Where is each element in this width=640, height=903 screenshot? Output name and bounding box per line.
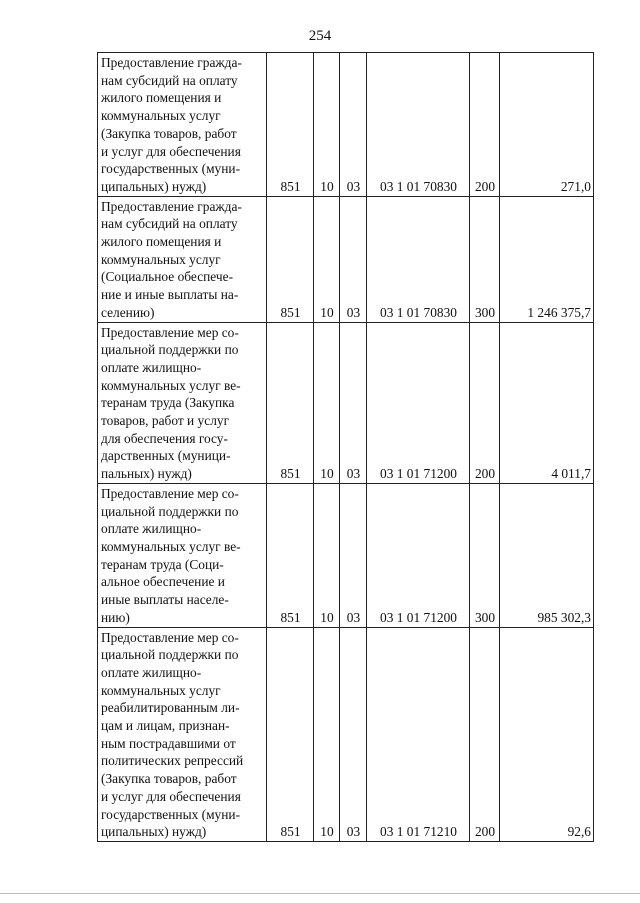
scan-bottom-edge bbox=[0, 893, 640, 894]
ministry-code-cell: 851 bbox=[267, 322, 314, 483]
amount-cell: 4 011,7 bbox=[500, 322, 594, 483]
expense-type-cell: 300 bbox=[470, 483, 500, 627]
section-code-cell: 10 bbox=[314, 483, 340, 627]
target-article-cell: 03 1 01 70830 bbox=[367, 196, 470, 322]
ministry-code-cell: 851 bbox=[267, 483, 314, 627]
amount-cell: 1 246 375,7 bbox=[500, 196, 594, 322]
target-article-cell: 03 1 01 71200 bbox=[367, 322, 470, 483]
amount-cell: 271,0 bbox=[500, 53, 594, 197]
expense-type-cell: 300 bbox=[470, 196, 500, 322]
target-article-cell: 03 1 01 70830 bbox=[367, 53, 470, 197]
expense-type-cell: 200 bbox=[470, 322, 500, 483]
subsection-code-cell: 03 bbox=[340, 53, 367, 197]
amount-cell: 92,6 bbox=[500, 627, 594, 841]
expense-name-cell: Предоставление гражда- нам субсидий на оплату жилого помещения и коммунальных услуг (Закупка товаров, работ и услуг для обеспечения государственных (муни- ципальных) нужд) bbox=[98, 53, 267, 197]
table-row bbox=[98, 627, 594, 841]
expense-name-cell: Предоставление гражда- нам субсидий на оплату жилого помещения и коммунальных услуг (Социальное обеспече- ние и иные выплаты на- селению) bbox=[98, 196, 267, 322]
target-article-cell: 03 1 01 71210 bbox=[367, 627, 470, 841]
subsection-code-cell: 03 bbox=[340, 322, 367, 483]
ministry-code-cell: 851 bbox=[267, 196, 314, 322]
expense-type-cell: 200 bbox=[470, 627, 500, 841]
section-code-cell: 10 bbox=[314, 53, 340, 197]
section-code-cell: 10 bbox=[314, 196, 340, 322]
budget-table bbox=[97, 52, 594, 842]
page-number: 254 bbox=[308, 28, 332, 44]
table-row bbox=[98, 322, 594, 483]
section-code-cell: 10 bbox=[314, 322, 340, 483]
expense-name-cell: Предоставление мер со- циальной поддержки по оплате жилищно- коммунальных услуг ве- теранам труда (Соци- альное обеспечение и иные выплаты населе- нию) bbox=[98, 483, 267, 627]
expense-name-cell: Предоставление мер со- циальной поддержки по оплате жилищно- коммунальных услуг ве- теранам труда (Закупка товаров, работ и услуг для обеспечения госу- дарственных (муници- пальных) нужд) bbox=[98, 322, 267, 483]
expense-name-cell: Предоставление мер со- циальной поддержки по оплате жилищно- коммунальных услуг реабилитированным ли- цам и лицам, признан- ным пострадавшими от политических репрессий (Закупка товаров, работ и услуг для обеспечения государственных (муни- ципальных) нужд) bbox=[98, 627, 267, 841]
table-row bbox=[98, 53, 594, 197]
expense-type-cell: 200 bbox=[470, 53, 500, 197]
ministry-code-cell: 851 bbox=[267, 627, 314, 841]
target-article-cell: 03 1 01 71200 bbox=[367, 483, 470, 627]
amount-cell: 985 302,3 bbox=[500, 483, 594, 627]
table-row bbox=[98, 196, 594, 322]
subsection-code-cell: 03 bbox=[340, 627, 367, 841]
subsection-code-cell: 03 bbox=[340, 483, 367, 627]
subsection-code-cell: 03 bbox=[340, 196, 367, 322]
section-code-cell: 10 bbox=[314, 627, 340, 841]
table-row bbox=[98, 483, 594, 627]
ministry-code-cell: 851 bbox=[267, 53, 314, 197]
